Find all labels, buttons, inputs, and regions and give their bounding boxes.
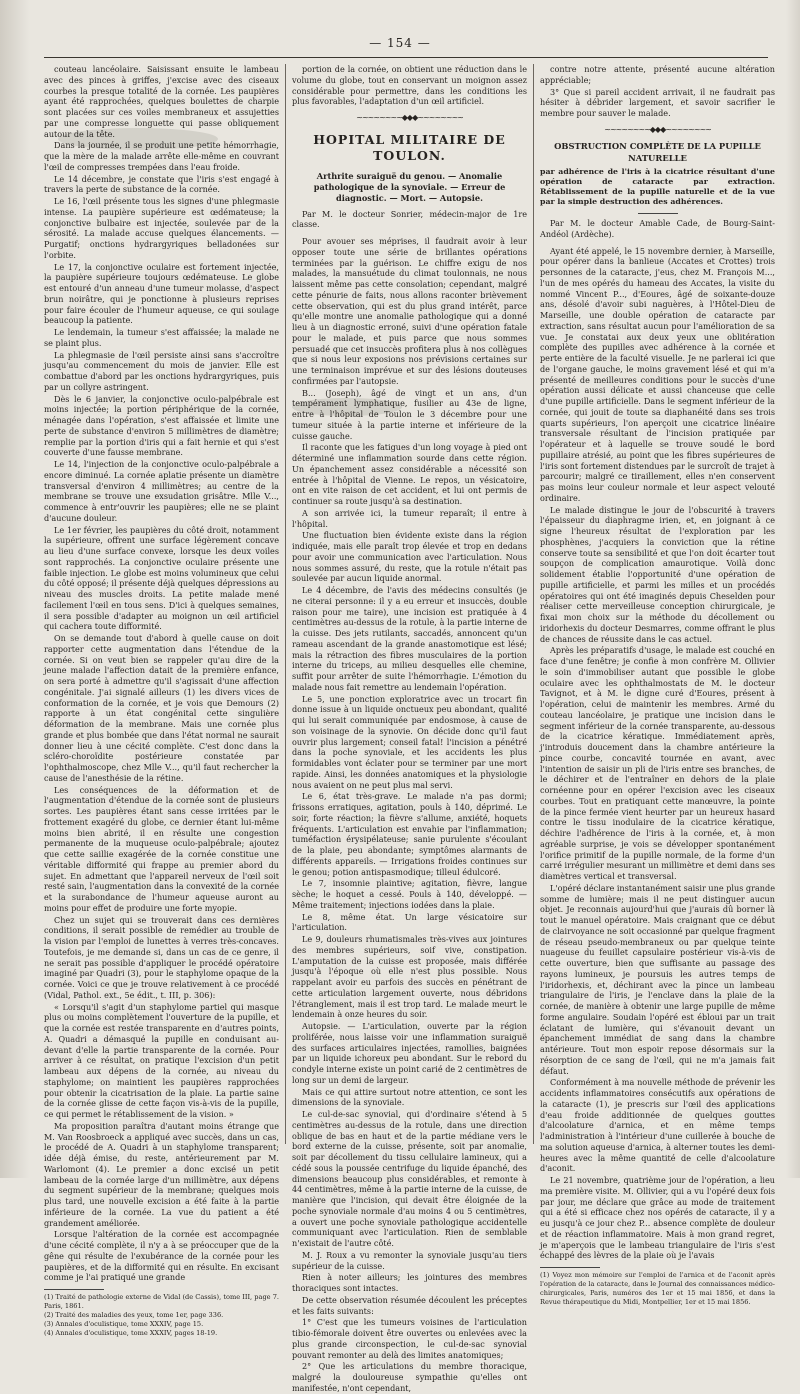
paragraph: 2° Que les articulations du membre thoracique, malgré la douloureuse sympathie qu'elles ont manifestée, n'ont cependant, [292, 1361, 527, 1393]
right-column [540, 64, 775, 1306]
footnote-divider-right [540, 1267, 600, 1268]
section-ornament: ~~~~~~~~◆◆◆~~~~~~~~ [356, 113, 463, 122]
paragraph: Le 9, douleurs rhumatismales très-vives aux jointures des membres supérieurs, soif vive, constipation. L'amputation de la cuisse est proposée, mais différée jusqu'à l'époque où elle n'est plus possible. Nous rappelant avoir eu parfois des succès en pénétrant de cette articulation largement ouverte, nous débridons l'étranglement, mais il est trop tard. Le malade meurt le lendemain à onze heures du soir. [292, 934, 527, 1020]
paragraph: contre notre attente, présenté aucune altération appréciable; [540, 64, 775, 85]
paragraph: Autopsie. — L'articulation, ouverte par la région proliférée, nous laisse voir une inflammation suraiguë des surfaces articulaires injectées, ramollies, baignées par un liquide ichoreux peu abondant. Sur le rebord du condyle interne existe un point carié de 2 centimètres de long sur un demi de largeur. [292, 1021, 527, 1085]
right-column-footnotes [540, 1271, 775, 1307]
article-byline-right: Par M. le docteur Amable Cade, de Bourg-Saint-Andéol (Ardèche). [540, 218, 775, 239]
left-column [44, 64, 279, 1337]
paragraph: De cette observation résumée découlent les préceptes et les faits suivants: [292, 1294, 527, 1316]
paragraph: Le 5, une ponction exploratrice avec un trocart fin donne issue à un liquide onctueux peu abondant, qualité qui lui serait communiquée par endosmose, à cause de son voisinage de la synovie. On décide donc qu'il faut ouvrir plus largement; conseil fatal! l'incision a pénétré dans la poche synoviale, et les accidents les plus formidables vont éclater pour se terminer par une mort rapide. Ainsi, les données anatomiques et la physiologie nous avaient on ne peut plus mal servi. [292, 693, 527, 790]
paragraph: Le 21 novembre, quatrième jour de l'opération, a lieu ma première visite. M. Ollivier, qui a vu l'opéré deux fois par jour, me déclare que grâce au mode de traitement qui a été si efficace chez nos opérés de cataracte, il y a eu jusqu'à ce jour chez P... absence complète de douleur et de réaction inflammatoire. Mais à mon grand regret, je m'aperçois que le lambeau triangulaire de l'iris s'est échappé des lèvres de la plaie où je l'avais [540, 1175, 775, 1261]
footnote-divider [44, 1289, 104, 1290]
footnote: (4) Annales d'oculistique, tome XXXIV, pages 18-19. [44, 1328, 218, 1337]
left-column-footnotes [44, 1293, 279, 1337]
paragraph: Mais ce qui attire surtout notre attention, ce sont les dimensions de la synoviale. [292, 1086, 527, 1108]
footnote: (3) Annales d'oculistique, tome XXXIV, page 15. [44, 1319, 204, 1328]
paragraph: Le lendemain, la tumeur s'est affaissée; la malade ne se plaint plus. [44, 327, 279, 348]
paragraph: Le 8, même état. Un large vésicatoire sur l'articulation. [292, 911, 527, 933]
header-rule [44, 57, 768, 58]
paragraph: Le 1er février, les paupières du côté droit, notamment la supérieure, offrent une surface légèrement concave au lieu d'une surface convexe, lorsque les deux voiles sont rapprochés. La conjonctive oculaire présente une faible injection. Le globe est moins volumineux que celui du côté opposé; il présente déjà quelques dépressions au niveau des muscles droits. La petite malade mené facilement l'œil en tous sens. D'ici à quelques semaines, il sera possible d'adapter au moignon un œil artificiel qui cachera toute difformité. [44, 524, 279, 632]
right-column-continued [540, 64, 775, 119]
scan-smudge [58, 128, 218, 150]
paragraph: L'opéré déclare instantanément saisir une plus grande somme de lumière; mais il ne peut distinguer aucun objet. Je reconnais aujourd'hui que j'aurais dû borner là tout le manuel opératoire. Mais craignant que ce début de clairvoyance ne soit occasionné par quelque fragment de réseau pseudo-membraneux ou par quelque teinte nuageuse du feuillet capsulaire postérieur vis-à-vis de cette ouverture, bien que suffisante au passage des rayons lumineux, je poursuis les autres temps de l'iridorhexis, et, déchirant avec la pince un lambeau triangulaire de l'iris, je l'enclave dans la plaie de la cornée, de manière à obtenir une large pupille de même forme angulaire. Soudain l'opéré est ébloui par un trait éclatant de lumière, qui s'évanouit devant un épanchement immédiat de sang dans la chambre antérieure. Tout mon espoir repose désormais sur la résorption de ce sang de l'œil, qui ne m'a jamais fait défaut. [540, 882, 775, 1076]
paragraph: Conformément à ma nouvelle méthode de prévenir les accidents inflammatoires consécutifs aux opérations de la cataracte (1), je prescris sur l'œil des applications d'eau froide additionnée de quelques gouttes d'alcoolature d'arnica, et en même temps l'administration à l'intérieur d'une cuillerée à bouche de ma solution aqueuse d'arnica, à alterner toutes les demi-heures avec la même quantité de celle d'alcoolature d'aconit. [540, 1077, 775, 1174]
paragraph: La phlegmasie de l'œil persiste ainsi sans s'accroître jusqu'au commencement du mois de janvier. Elle est combattue d'abord par les onctions hydrargyriques, puis par un collyre astringent. [44, 349, 279, 392]
paragraph: Les conséquences de la déformation et de l'augmentation d'étendue de la cornée sont de plusieurs sortes. Les paupières étant sans cesse irritées par le frottement exagéré du globe, ce dernier étant lui-même moins bien abrité, il en résulte une congestion permanente de la muqueuse oculo-palpébrale; ajoutez que cette saillie exagérée de la cornée constitue une véritable difformité qui frappe au premier abord du sujet. En admettant que l'appareil nerveux de l'œil soit resté sain, l'augmentation dans la convexité de la cornée et la surabondance de l'humeur aqueuse auront au moins pour effet de produire une forte myopie. [44, 784, 279, 913]
column-divider-2 [533, 64, 534, 1144]
paragraph: Le 14, l'injection de la conjonctive oculo-palpébrale a encore diminué. La cornée aplatie présente un diamètre transversal d'environ 4 millimètres; au centre de la membrane se trouve une exsudation grisâtre. Mlle V..., commence à entr'ouvrir les paupières; elle ne se plaint d'aucune douleur. [44, 459, 279, 523]
right-column-body [540, 246, 775, 1262]
paragraph: Après les préparatifs d'usage, le malade est couché en face d'une fenêtre; je confie à mon confrère M. Ollivier le soin d'immobiliser autant que possible le globe oculaire avec les ophthalmostats de M. le docteur Tavignot, et à M. le digne curé d'Eoures, présent à l'opération, celui de maintenir les membres. Armé du couteau lancéolaire, je pratique une incision dans le segment inférieur de la cornée transparente, au-dessous de la cicatrice kératique. Immédiatement après, j'introduis doucement dans la chambre antérieure la pince courbe, concavité tournée en avant, avec l'intention de saisir un pli de l'iris entre ses branches, de le déchirer et de l'entraîner en dehors de la plaie cornéenne pour en opérer l'excision avec les ciseaux courbes. Tout en pratiquant cette manœuvre, la pointe de la pince fermée vient heurter par un heureux hasard contre le tissu inodulaire de la cicatrice kératique, déchire l'adhérence de l'iris à la cornée, et, à mon agréable surprise, je vois se développer spontanément l'orifice primitif de la pupille normale, de la forme d'un carré irrégulier mesurant un millimètre et demi dans ses diamètres vertical et transversal. [540, 645, 775, 882]
paragraph: Lorsque l'altération de la cornée est accompagnée d'une cécité complète, il n'y a à se préoccuper que de la gêne qui résulte de l'exubérance de la cornée pour les paupières, et de la difformité qui en résulte. En excisant comme je l'ai pratiqué une grande [44, 1229, 279, 1283]
article-heading-right: OBSTRUCTION COMPLÈTE DE LA PUPILLE NATURELLE [554, 141, 761, 163]
paragraph: Dès le 6 janvier, la conjonctive oculo-palpébrale est moins injectée; la portion périphérique de la cornée, ménagée dans l'opération, s'est affaissée et limite une perte de substance d'environ 5 millimètres de diamètre; remplie par la portion d'iris qui a fait hernie et qui s'est couverte d'une fausse membrane. [44, 393, 279, 458]
article-heading: HOPITAL MILITAIRE DE TOULON. [313, 131, 506, 164]
paragraph: On se demande tout d'abord à quelle cause on doit rapporter cette augmentation dans l'étendue de la cornée. Si on veut bien se rappeler qu'au dire de la jeune malade l'affection datait de la première enfance, on sera porté à admettre qu'il s'agissait d'une affection congénitale. J'ai signalé ailleurs (1) les divers vices de conformation de la cornée, et je vois que Demours (2) rapporte à un état congénital cette singulière déformation de la membrane. Mais une cornée plus grande et plus bombée que dans l'état normal ne saurait donner lieu à une cécité complète. C'est donc dans la scléro-choroïdite postérieure constatée par l'ophthalmoscope, chez Mlle V..., qu'il faut rechercher la cause de l'anesthésie de la rétine. [44, 633, 279, 783]
article-subnote: par adhérence de l'iris à la cicatrice résultant d'une opération de cataracte par extraction. Rétablissement de la pupille naturelle et de la vue par la simple destruction des adhérences. [540, 166, 775, 207]
paragraph: Chez un sujet qui se trouverait dans ces dernières conditions, il serait possible de remédier au trouble de la vision par l'emploi de lunettes à verres très-concaves. Toutefois, je me demande si, dans un cas de ce genre, il ne serait pas possible d'appliquer le procédé opératoire imaginé par Quadri (3), pour le staphylome opaque de la cornée. Voici ce que je trouve relativement à ce procédé (Vidal, Pathol. ext., 5e édit., t. III, p. 306): [44, 914, 279, 1000]
section-ornament-right: ~~~~~~~~◆◆◆~~~~~~~~ [604, 124, 711, 134]
paragraph: Pour avouer ses méprises, il faudrait avoir à leur opposer toute une série de brillantes opérations terminées par la guérison. Le chiffre exigu de nos malades, la mansuétude du climat toulonnais, ne nous laissent même pas cette consolation; cependant, malgré cette pénurie de faits, nous allons raconter brièvement cette observation, qui est du plus grand intérêt, parce qu'elle montre une anomalie pathologique qui a donné lieu à un diagnostic erroné, suivi d'une opération fatale pour le malade, et puis parce que nous sommes persuadé que cet insuccès profitera plus à nos collègues que si nous leur exposions nos prévisions certaines sur une terminaison imprévue et sur des lésions douteuses confirmées par l'autopsie. [292, 236, 527, 386]
paragraph: Il raconte que les fatigues d'un long voyage à pied ont déterminé une inflammation sourde dans cette région. Un épanchement assez considérable a nécessité son entrée à l'hôpital de Vienne. Le repos, un vésicatoire, ont en vite raison de cet accident, et lui ont permis de continuer sa route jusqu'à sa destination. [292, 442, 527, 507]
footnote: (1) Voyez mon mémoire sur l'emploi de l'arnica et de l'aconit après l'opération de la cataracte, dans le Journal des connaissances médico-chirurgicales, Paris, numéros des 1er et 15 mai 1856, et dans la Revue thérapeutique du Midi, Montpellier, 1er et 15 mai 1856. [540, 1271, 775, 1306]
paragraph: Le 17, la conjonctive oculaire est fortement injectée, la paupière supérieure toujours œdémateuse. Le globe est entouré d'un anneau d'une tumeur molasse, d'aspect brun noirâtre, qui je ponctionne à plusieurs reprises pour faire écouler de l'humeur aqueuse, ce qui soulage beaucoup la patiente. [44, 261, 279, 326]
paragraph: Une fluctuation bien évidente existe dans la région indiquée, mais elle paraît trop élevée et trop en dedans pour avoir une communication avec l'articulation. Nous nous sommes assuré, du reste, que la rotule n'était pas soulevée par aucun liquide anormal. [292, 530, 527, 584]
footnote: (1) Traité de pathologie externe de Vidal (de Cassis), tome III, page 7. Paris, 1861. [44, 1293, 279, 1310]
scan-shadow-left [0, 0, 30, 1178]
continued-paragraph: portion de la cornée, on obtient une réduction dans le volume du globe, tout en conservant un moignon assez considérable pour permettre, dans les conditions les plus favorables, l'adaptation d'un œil artificiel. [292, 64, 527, 107]
paragraph: Le malade distingue le jour de l'obscurité à travers l'épaisseur du diaphragme irien, et, en joignant à ce signe l'heureux résultat de l'exploration par les phosphènes, j'acquiers la conviction que la rétine conserve toute sa sensibilité et que l'on doit écarter tout soupçon de complication amaurotique. Voilà donc solidement établie l'opportunité d'une opération de pupille artificielle, et parmi les milles et un procédés opératoires qui ont été imaginés depuis Cheselden pour réaliser cette merveilleuse conception chirurgicale, je fixai mon choix sur la méthode du décollement ou iridorhexis du docteur Desmarres, comme offrant le plus de chances de réussite dans le cas actuel. [540, 504, 775, 644]
scan-smudge [292, 398, 402, 416]
paragraph: Le cul-de-sac synovial, qui d'ordinaire s'étend à 5 centimètres au-dessus de la rotule, dans une direction oblique de bas en haut et de la partie médiane vers le bord externe de la cuisse, présente, soit par anomalie, soit par décollement du tissu cellulaire lamineux, qui a cédé sous la poussée centrifuge du liquide épanché, des dimensions beaucoup plus considérables, et remonte à 44 centimètres, même à la partie interne de la cuisse, de manière que l'incision, qui devait être éloignée de la poche synoviale normale d'au moins 4 ou 5 centimètres, a ouvert une poche synoviale pathologique accidentelle communiquant avec l'articulation. Rien de semblable n'existait de l'autre côté. [292, 1109, 527, 1249]
paragraph: Dans la journée, il se produit une petite hémorrhagie, que la mère de la malade arrête elle-même en couvrant l'œil de compresses trempées dans l'eau froide. [44, 140, 279, 172]
paragraph: Le 4 décembre, de l'avis des médecins consultés (je ne citerai personne: il y a eu erreur et insuccès, double raison pour me taire), une incision est pratiquée à 4 centimètres au-dessus de la rotule, à la partie interne de la cuisse. Des jets rutilants, saccadés, annoncent qu'un rameau ascendant de la grande anastomotique est lésé; mais la rétraction des fibres musculaires de la portion interne du triceps, au milieu desquelles elle chemine, suffit pour arrêter de suite l'hémorrhagie. L'émotion du malade nous fait remettre au lendemain l'opération. [292, 585, 527, 692]
paragraph: Le 6, état très-grave. Le malade n'a pas dormi; frissons erratiques, agitation, pouls à 140, déprimé. Le soir, forte réaction; la fièvre s'allume, anxiété, hoquets fréquents. L'articulation est envahie par l'inflammation; tuméfaction érysipélateuse; sanie purulente s'écoulant de la plaie, peu abondante; symptômes alarmants de différents appareils. — Irrigations froides continues sur le genou; potion antispasmodique; tilleul édulcoré. [292, 791, 527, 877]
article-subheading: Arthrite suraiguë du genou. — Anomalie pathologique de la synoviale. — Erreur de diagnostic. — Mort. — Autopsie. [313, 170, 506, 203]
paragraph: Rien à noter ailleurs; les jointures des membres thoraciques sont intactes. [292, 1272, 527, 1294]
footnote: (2) Traité des maladies des yeux, tome 1er, page 336. [44, 1310, 224, 1319]
paragraph: 3° Que si pareil accident arrivait, il ne faudrait pas hésiter à débrider largement, et savoir sacrifier le membre pour sauver le malade. [540, 86, 775, 118]
paragraph: M. J. Roux a vu remonter la synoviale jusqu'au tiers supérieur de la cuisse. [292, 1249, 527, 1271]
paragraph: couteau lancéolaire. Saisissant ensuite le lambeau avec des pinces à griffes, j'excise avec des ciseaux courbes la presque totalité de la cornée. Les paupières ayant été rapprochées, quelques boulettes de charpie sont placées sur ces voiles membraneux et assujetties par une compresse longuette qui passe obliquement autour de la tête. [44, 64, 279, 139]
paragraph: A son arrivée ici, la tumeur reparaît; il entre à l'hôpital. [292, 507, 527, 529]
middle-column [292, 64, 527, 1393]
paragraph: B... (Joseph), âgé de vingt et un ans, d'un tempérament lymphatique, fusilier au 43e de ligne, entre à l'hôpital de Toulon le 3 décembre pour une tumeur située à la partie interne et inférieure de la cuisse gauche. [292, 387, 527, 441]
article-byline: Par M. le docteur Sonrier, médecin-major de 1re classe. [292, 208, 527, 230]
paragraph: Le 7, insomnie plaintive; agitation, fièvre, langue sèche; le hoquet a cessé. Pouls à 140, développé. — Même traitement; injections iodées dans la plaie. [292, 878, 527, 910]
left-column-body [44, 64, 279, 1283]
paragraph: 1° C'est que les tumeurs voisines de l'articulation tibio-fémorale doivent être ouvertes ou enlevées avec la plus grande circonspection, le cul-de-sac synovial pouvant remonter au delà des limites anatomiques; [292, 1317, 527, 1360]
scan-shadow-right [786, 0, 800, 1178]
paragraph: Ayant été appelé, le 15 novembre dernier, à Marseille, pour opérer dans la banlieue (Accates et Crottes) trois personnes de la cataracte, j'eus, chez M. François M..., l'un de mes opérés du hameau des Accates, la visite du nommé Vincent P..., d'Eoures, âgé de soixante-douze ans, désolé d'avoir subi naguères, à l'Hôtel-Dieu de Marseille, une double opération de cataracte par extraction, sans résultat aucun pour l'amélioration de sa vue. Je constatai aux deux yeux une oblitération complète des pupilles avec adhérence à la cornée et perte entière de la faculté visuelle. Je ne parlerai ici que de l'organe gauche, le moins gravement lésé et qui m'a présenté de meilleures conditions pour le succès d'une opération aussi délicate et aussi chanceuse que celle d'une pupille artificielle. Dans le segment inférieur de la cornée, qui jouit de toute sa diaphanéité dans ses trois quarts supérieurs, l'on aperçoit une cicatrice linéaire transversale résultant de l'incision pratiquée par l'opérateur et à laquelle se trouve soudé le bord pupillaire atrésié, au point que les fibres supérieures de l'iris sont fortement distendues par le surcroît de trajet à parcourir; malgré ce tiraillement, elles n'en conservent pas moins leur couleur normale et leur aspect velouté ordinaire. [540, 245, 775, 503]
byline-rule [638, 213, 678, 214]
paragraph: Le 16, l'œil présente tous les signes d'une phlegmasie intense. La paupière supérieure est œdémateuse; la conjonctive bulbaire est injectée, soulevée par de la sérosité. La malade accuse quelques élancements. — Purgatif; onctions hydrargyriques belladonées sur l'orbite. [44, 196, 279, 260]
paragraph: Ma proposition paraîtra d'autant moins étrange que M. Van Roosbroeck a appliqué avec succès, dans un cas, le procédé de A. Quadri à un staphylome transparent; idée déjà émise, du reste, antérieurement par M. Warlomont (4). Le premier a donc excisé un petit lambeau de la cornée large d'un millimètre, aux dépens du segment supérieur de la membrane; quelques mois plus tard, une nouvelle excision a été faite à la partie inférieure de la cornée. La vue du patient a été grandement améliorée. [44, 1120, 279, 1228]
paragraph: « Lorsqu'il s'agit d'un staphylome partiel qui masque plus ou moins complètement l'ouverture de la pupille, et que la cornée est restée transparente en d'autres points, A. Quadri a démasqué la pupille en conduisant au-devant d'elle la partie transparente de la cornée. Pour arriver à ce résultat, on pratique l'excision d'un petit lambeau aux dépens de la cornée, au niveau du staphylome; on maintient les paupières rapprochées pour obtenir la cicatrisation de la plaie. La partie saine de la cornée glisse de cette façon vis-à-vis de la pupille, ce qui permet le rétablissement de la vision. » [44, 1001, 279, 1119]
paragraph: Le 14 décembre, je constate que l'iris s'est engagé à travers la perte de substance de la cornée. [44, 173, 279, 195]
page-number: — 154 — [369, 36, 431, 50]
column-divider-1 [285, 64, 286, 1144]
